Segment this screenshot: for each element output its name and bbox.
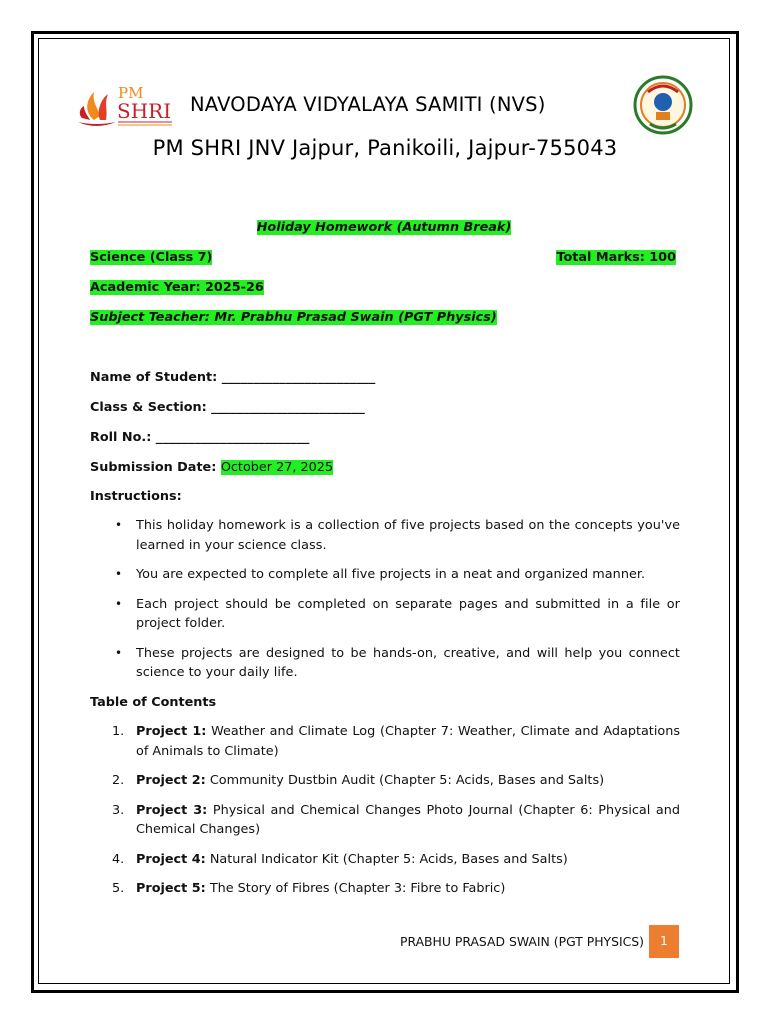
submission-date-value: October 27, 2025 [220, 460, 334, 475]
toc-project-text: Natural Indicator Kit (Chapter 5: Acids, Bases and Salts) [209, 851, 568, 867]
organization-title: NAVODAYA VIDYALAYA SAMITI (NVS) [190, 93, 546, 116]
bullet-icon: • [115, 596, 123, 611]
toc-number: 4. [112, 851, 125, 867]
academic-year: Academic Year: 2025-26 [90, 280, 264, 295]
toc-number: 3. [112, 802, 125, 818]
toc-project-label: Project 5: [136, 881, 206, 896]
list-item [90, 595, 680, 634]
toc-project-text: Community Dustbin Audit (Chapter 5: Acids, Bases and Salts) [209, 773, 605, 788]
list-item [90, 516, 680, 555]
table-of-contents [90, 722, 680, 909]
toc-number: 5. [112, 881, 125, 896]
list-item [90, 644, 680, 683]
nvs-emblem [628, 72, 698, 138]
pm-shri-logo [74, 80, 174, 130]
toc-item [90, 722, 680, 761]
homework-title-line [0, 220, 768, 236]
academic-year-line [90, 280, 264, 296]
instruction-text: This holiday homework is a collection of five projects based on the concepts you've learned in your science class. [136, 518, 680, 553]
page-number-badge: 1 [649, 925, 679, 958]
logo-shri-text: SHRI [117, 99, 172, 123]
toc-project-label: Project 2: [136, 773, 206, 788]
toc-item [90, 879, 680, 899]
submission-date-line [90, 460, 333, 476]
instructions-list [90, 516, 680, 693]
instruction-text: You are expected to complete all five projects in a neat and organized manner. [136, 567, 646, 582]
roll-no-field: Roll No.: ________________________ [90, 430, 310, 445]
toc-project-text: Weather and Climate Log (Chapter 7: Weather, Climate and Adaptations of Animals to Climate) [136, 724, 680, 759]
toc-project-text: Physical and Chemical Changes Photo Journal (Chapter 6: Physical and Chemical Changes) [136, 802, 680, 837]
instructions-heading: Instructions: [90, 489, 182, 504]
total-marks-line [556, 250, 676, 266]
teacher-line [90, 310, 497, 326]
instruction-text: These projects are designed to be hands-on, creative, and will help you connect science to your daily life. [136, 645, 680, 680]
toc-item [90, 850, 680, 870]
toc-number: 1. [112, 724, 125, 739]
bullet-icon: • [115, 645, 123, 660]
subject-class: Science (Class 7) [90, 250, 213, 265]
bullet-icon: • [115, 567, 123, 581]
toc-number: 2. [112, 773, 125, 788]
total-marks: Total Marks: 100 [556, 250, 676, 265]
toc-project-label: Project 1: [136, 724, 207, 739]
list-item [90, 565, 680, 585]
bullet-icon: • [115, 518, 123, 532]
toc-item [90, 801, 680, 840]
toc-heading: Table of Contents [90, 695, 217, 710]
toc-project-label: Project 4: [136, 851, 206, 867]
submission-date-label: Submission Date: [90, 460, 217, 475]
footer-author: PRABHU PRASAD SWAIN (PGT PHYSICS) [400, 934, 644, 949]
subject-line [90, 250, 212, 266]
toc-project-label: Project 3: [136, 802, 208, 818]
logo-pm-text: PM [118, 84, 144, 102]
class-section-field: Class & Section: ________________________ [90, 400, 365, 415]
homework-title: Holiday Homework (Autumn Break) [256, 220, 512, 235]
student-name-field: Name of Student: ________________________ [90, 370, 376, 385]
toc-item [90, 771, 680, 791]
instruction-text: Each project should be completed on separate pages and submitted in a file or project folder. [136, 596, 680, 631]
toc-project-text: The Story of Fibres (Chapter 3: Fibre to Fabric) [209, 881, 506, 896]
school-title: PM SHRI JNV Jajpur, Panikoili, Jajpur-755043 [152, 136, 618, 160]
subject-teacher: Subject Teacher: Mr. Prabhu Prasad Swain (PGT Physics) [90, 310, 497, 325]
